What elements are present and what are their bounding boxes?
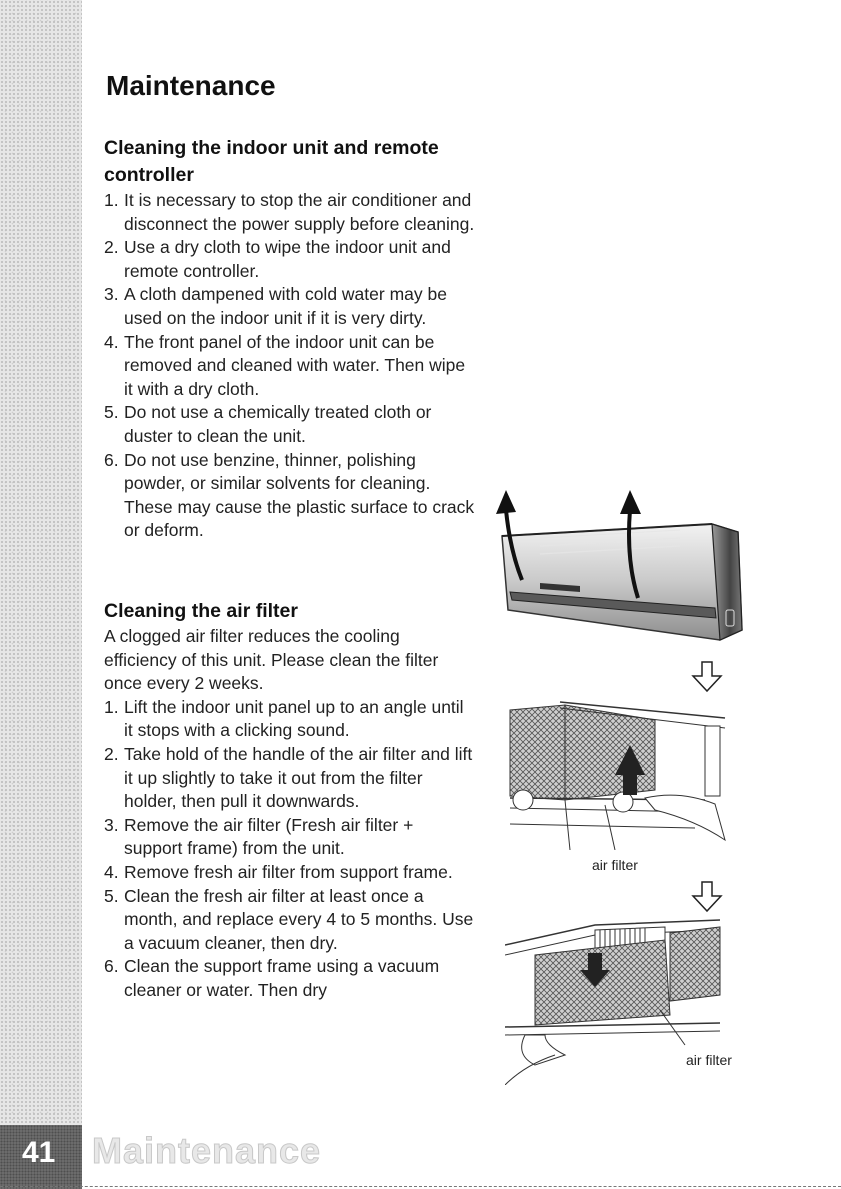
down-arrow-icon	[690, 880, 724, 914]
air-filter-caption: air filter	[592, 857, 638, 873]
list-item: 2. Use a dry cloth to wipe the indoor unit and remote controller.	[104, 237, 451, 281]
indoor-unit-illustration	[480, 480, 755, 655]
section-heading: Cleaning the air filter	[104, 600, 298, 622]
footer-title: Maintenance	[92, 1130, 322, 1171]
list-item: 3. A cloth dampened with cold water may be used on the indoor unit if it is very dirty.	[104, 284, 447, 328]
step-list	[104, 696, 476, 1003]
list-item: 5. Do not use a chemically treated cloth or duster to clean the unit.	[104, 402, 432, 446]
list-item: 5. Clean the fresh air filter at least once a month, and replace every 4 to 5 months. Use a vacuum cleaner, then dry.	[104, 885, 474, 953]
air-filter-caption: air filter	[686, 1052, 732, 1068]
section-cleaning-indoor-unit	[104, 135, 476, 543]
list-item: 6. Do not use benzine, thinner, polishing powder, or similar solvents for cleaning. These may cause the plastic surface to crack or deform.	[104, 449, 475, 541]
page-title: Maintenance	[106, 70, 276, 101]
page-number: 41	[22, 1136, 56, 1169]
side-strip	[0, 0, 82, 1189]
section-cleaning-air-filter	[104, 598, 476, 1003]
list-item: 2. Take hold of the handle of the air filter and lift it up slightly to take it out from the filter holder, then pull it downwards.	[104, 743, 473, 812]
list-item: 4. The front panel of the indoor unit can be removed and cleaned with water. Then wipe it with a dry cloth.	[104, 331, 466, 399]
step-list	[104, 189, 476, 543]
down-arrow-icon	[690, 660, 724, 694]
remove-air-filter-illustration	[505, 700, 730, 850]
list-item: 1. It is necessary to stop the air conditioner and disconnect the power supply before cleaning.	[104, 190, 475, 234]
list-item: 1. Lift the indoor unit panel up to an angle until it stops with a clicking sound.	[104, 696, 464, 741]
list-item: 6. Clean the support frame using a vacuum cleaner or water. Then dry	[104, 956, 440, 1000]
section-intro: A clogged air filter reduces the cooling efficiency of this unit. Please clean the filter once every 2 weeks.	[104, 626, 439, 694]
section-heading: Cleaning the indoor unit and remote controller	[104, 137, 439, 186]
bottom-rule	[0, 1186, 841, 1187]
list-item: 4. Remove fresh air filter from support frame.	[104, 861, 453, 882]
list-item: 3. Remove the air filter (Fresh air filter + support frame) from the unit.	[104, 814, 414, 859]
